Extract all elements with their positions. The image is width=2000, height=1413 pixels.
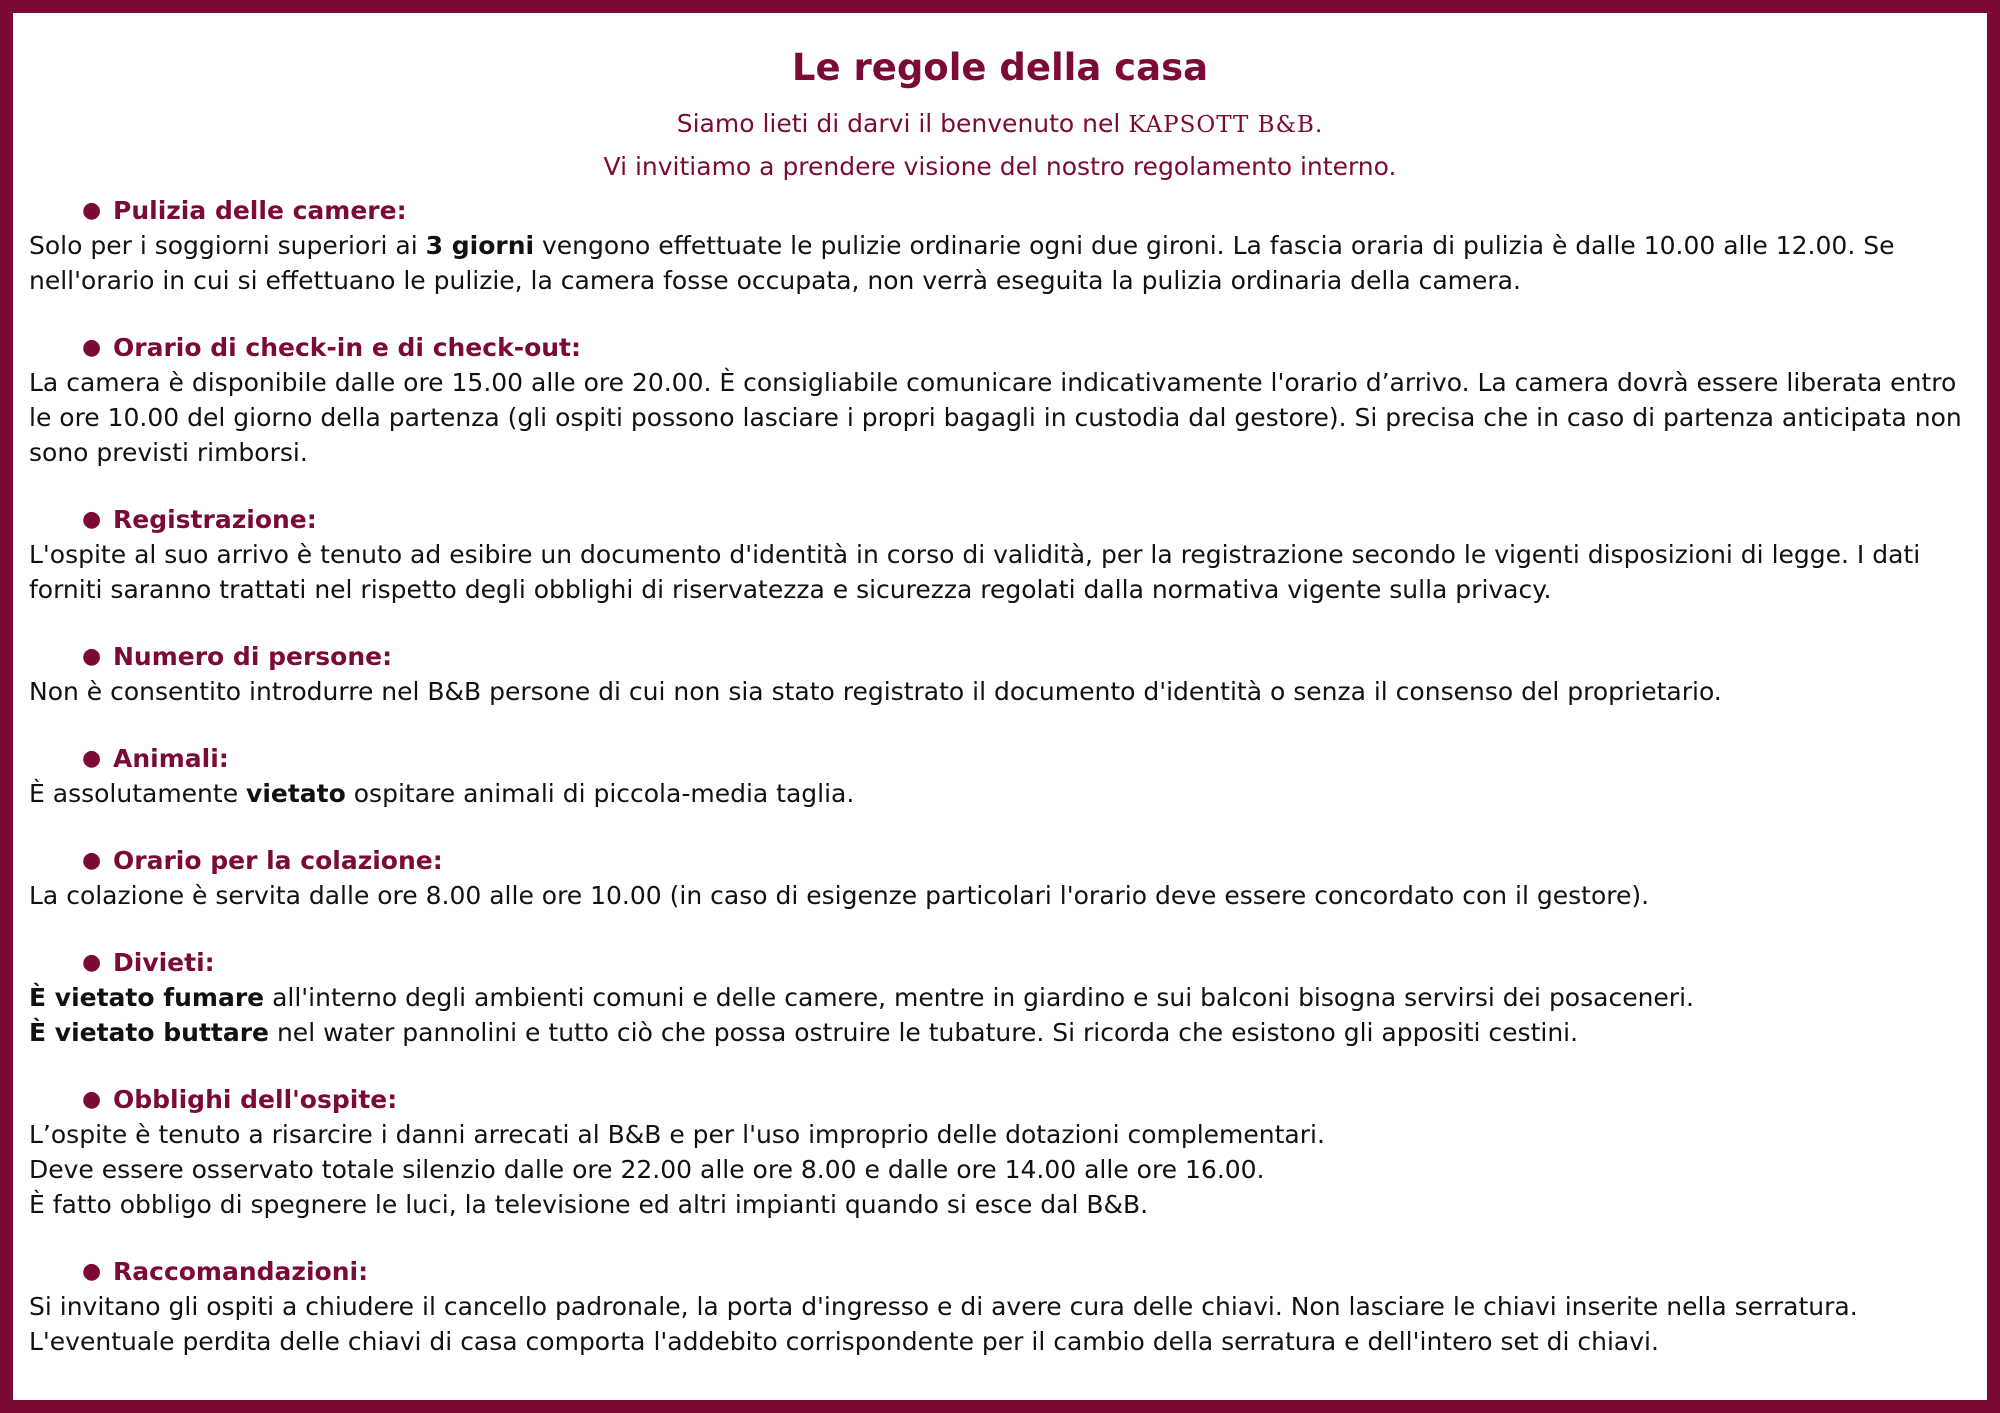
rule-text: La colazione è servita dalle ore 8.00 alle ore 10.00 (in caso di esigenze particolari l'orario deve essere concordato con il gestore). (29, 881, 1650, 910)
rule-section-animali (29, 741, 1971, 811)
bullet-icon: ● (82, 848, 102, 873)
rule-text: Si invitano gli ospiti a chiudere il cancello padronale, la porta d'ingresso e di avere cura delle chiavi. Non lasciare le chiavi inserite nella serratura. L'eventuale perdita delle chiavi di casa comporta l'addebito corrispondente per il cambio della serratura e dell'intero set di chiavi. (29, 1292, 1858, 1356)
page-title: Le regole della casa (791, 46, 1209, 89)
rule-heading (29, 1082, 1971, 1117)
rule-heading-text: Numero di persone: (113, 642, 393, 671)
rule-text-part: nel water pannolini e tutto ciò che possa ostruire le tubature. Si ricorda che esistono gli appositi cestini. (269, 1018, 1579, 1047)
intro-text (29, 103, 1971, 187)
rule-heading (29, 741, 1971, 776)
rule-text-emphasis: vietato (246, 779, 346, 808)
rule-text (29, 776, 1971, 811)
rule-heading-text: Orario per la colazione: (113, 846, 443, 875)
rule-text (29, 980, 1971, 1015)
rule-section-obblighi (29, 1082, 1971, 1222)
bullet-icon: ● (82, 198, 102, 223)
bullet-icon: ● (82, 950, 102, 975)
rule-text (29, 1015, 1971, 1050)
rule-section-raccomandazioni (29, 1254, 1971, 1359)
rule-text: Non è consentito introdurre nel B&B persone di cui non sia stato registrato il documento d'identità o senza il consenso del proprietario. (29, 677, 1722, 706)
rule-section-colazione (29, 843, 1971, 913)
bullet-icon: ● (82, 507, 102, 532)
rule-text-emphasis: 3 giorni (425, 231, 535, 260)
rule-heading-text: Raccomandazioni: (113, 1257, 369, 1286)
rule-text (29, 228, 1971, 298)
rule-heading (29, 1254, 1971, 1289)
bullet-icon: ● (82, 1087, 102, 1112)
bullet-icon: ● (82, 746, 102, 771)
rule-heading (29, 945, 1971, 980)
bullet-icon: ● (82, 644, 102, 669)
intro-welcome-text: Siamo lieti di darvi il benvenuto nel (676, 109, 1121, 138)
rule-heading-text: Divieti: (113, 948, 215, 977)
intro-line-2: Vi invitiamo a prendere visione del nostro regolamento interno. (603, 152, 1397, 181)
rule-text-part: Solo per i soggiorni superiori ai (29, 231, 426, 260)
rule-section-divieti (29, 945, 1971, 1050)
rule-text: È fatto obbligo di spegnere le luci, la televisione ed altri impianti quando si esce dal B&B. (29, 1190, 1149, 1219)
rule-heading-text: Registrazione: (113, 505, 317, 534)
rule-heading (29, 639, 1971, 674)
rule-text-emphasis: È vietato fumare (29, 983, 265, 1012)
rules-list (29, 193, 1971, 1359)
rule-section-registrazione (29, 502, 1971, 607)
rule-section-numero-persone (29, 639, 1971, 709)
rule-section-check-in (29, 330, 1971, 470)
rule-heading-text: Animali: (113, 744, 229, 773)
rule-heading (29, 843, 1971, 878)
rule-text: L'ospite al suo arrivo è tenuto ad esibire un documento d'identità in corso di validità, per la registrazione secondo le vigenti disposizioni di legge. I dati forniti saranno trattati nel rispetto degli obblighi di riservatezza e sicurezza regolati dalla normativa vigente sulla privacy. (29, 540, 1921, 604)
rule-text-part: all'interno degli ambienti comuni e delle camere, mentre in giardino e sui balconi bisogna servirsi dei posaceneri. (264, 983, 1694, 1012)
rule-heading (29, 502, 1971, 537)
rule-text-part: ospitare animali di piccola-media taglia. (345, 779, 855, 808)
intro-line-1 (29, 103, 1971, 146)
logo-wordmark: KAPSOTT B&B. (1128, 112, 1324, 138)
rule-text-part: vengono effettuate le pulizie ordinarie ogni due gironi. La fascia oraria di pulizia è dalle 10.00 alle 12.00. Se nell'orario in cui si effettuano le pulizie, la camera fosse occupata, non verrà eseguita la pulizia ordinaria della camera. (29, 231, 1895, 295)
rule-heading-text: Pulizia delle camere: (113, 196, 407, 225)
rule-heading-text: Orario di check-in e di check-out: (113, 333, 582, 362)
rule-text: L’ospite è tenuto a risarcire i danni arrecati al B&B e per l'uso improprio delle dotazioni complementari. (29, 1120, 1325, 1149)
rule-section-pulizia (29, 193, 1971, 298)
rule-text-emphasis: È vietato buttare (29, 1018, 270, 1047)
rule-text: La camera è disponibile dalle ore 15.00 alle ore 20.00. È consigliabile comunicare indicativamente l'orario d’arrivo. La camera dovrà essere liberata entro le ore 10.00 del giorno della partenza (gli ospiti possono lasciare i propri bagagli in custodia dal gestore). Si precisa che in caso di partenza anticipata non sono previsti rimborsi. (29, 368, 1962, 467)
bullet-icon: ● (82, 1259, 102, 1284)
rule-heading (29, 330, 1971, 365)
bullet-icon: ● (82, 335, 102, 360)
rule-text: Deve essere osservato totale silenzio dalle ore 22.00 alle ore 8.00 e dalle ore 14.00 alle ore 16.00. (29, 1155, 1265, 1184)
rule-heading-text: Obblighi dell'ospite: (113, 1085, 398, 1114)
rule-heading (29, 193, 1971, 228)
document-body (29, 31, 1971, 1390)
rule-text-part: È assolutamente (29, 779, 247, 808)
